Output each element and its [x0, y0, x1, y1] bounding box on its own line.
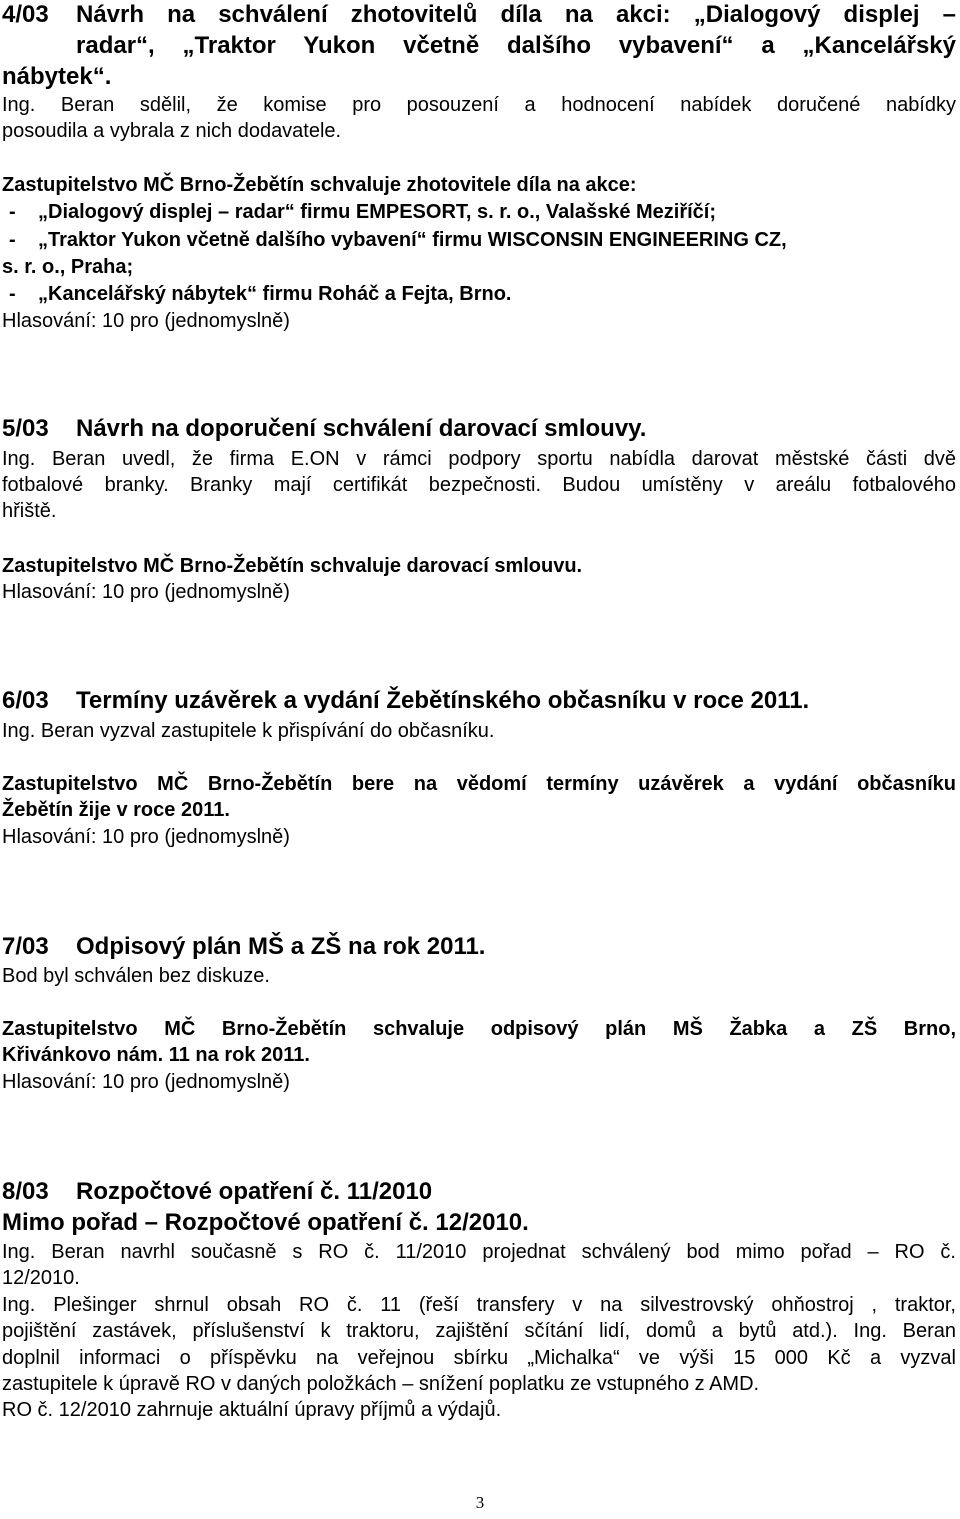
item-6-vote: Hlasování: 10 pro (jednomyslně) — [2, 826, 290, 848]
resolution-bullet: - „Kancelářský nábytek“ firmu Roháč a Fejta, Brno. — [9, 283, 512, 305]
item-7-resolution: Zastupitelstvo MČ Brno-Žebětín schvaluje odpisový plán MŠ Žabka a ZŠ Brno, — [2, 1018, 956, 1040]
item-number: 4/03 — [2, 1, 49, 28]
item-6-text: Ing. Beran vyzval zastupitele k přispívání do občasníku. — [2, 720, 495, 742]
item-6-resolution: Zastupitelstvo MČ Brno-Žebětín bere na vědomí termíny uzávěrek a vydání občasníku — [2, 773, 956, 795]
item-8-text: zastupitele k úpravě RO v daných položkách – snížení poplatku ze vstupného z AMD. — [2, 1373, 760, 1395]
item-5-resolution: Zastupitelstvo MČ Brno-Žebětín schvaluje darovací smlouvu. — [2, 555, 583, 577]
resolution-bullet: - „Traktor Yukon včetně dalšího vybavení“ firmu WISCONSIN ENGINEERING CZ, — [9, 229, 787, 251]
page-number: 3 — [475, 1493, 485, 1512]
item-8-subheading: Mimo pořad – Rozpočtové opatření č. 12/2010. — [2, 1209, 529, 1236]
item-4-vote: Hlasování: 10 pro (jednomyslně) — [2, 310, 290, 332]
item-title: Rozpočtové opatření č. 11/2010 — [76, 1178, 433, 1205]
item-4-heading-cont: radar“, „Traktor Yukon včetně dalšího vybavení“ a „Kancelářský — [76, 32, 956, 59]
item-5-vote: Hlasování: 10 pro (jednomyslně) — [2, 581, 290, 603]
item-7-vote: Hlasování: 10 pro (jednomyslně) — [2, 1071, 290, 1093]
item-6-resolution: Žebětín žije v roce 2011. — [2, 799, 230, 821]
item-8-heading — [2, 1177, 956, 1207]
item-title: Odpisový plán MŠ a ZŠ na rok 2011. — [76, 933, 486, 960]
item-8-text: Ing. Beran navrhl současně s RO č. 11/2010 projednat schválený bod mimo pořad – RO č. — [2, 1241, 956, 1263]
resolution-bullet: - „Dialogový displej – radar“ firmu EMPESORT, s. r. o., Valašské Meziříčí; — [9, 201, 717, 223]
item-number: 7/03 — [2, 933, 49, 960]
item-number: 8/03 — [2, 1178, 49, 1205]
resolution-bullet-cont: s. r. o., Praha; — [2, 256, 134, 278]
item-8-text: doplnil informaci o příspěvku na veřejnou sbírku „Michalka“ ve výši 15 000 Kč a vyzval — [2, 1347, 956, 1369]
item-5-text: fotbalové branky. Branky mají certifikát bezpečnosti. Budou umístěny v areálu fotbalového — [2, 474, 956, 496]
item-5-text: hřiště. — [2, 500, 57, 522]
item-title: Termíny uzávěrek a vydání Žebětínského občasníku v roce 2011. — [76, 687, 810, 714]
item-4-resolution: Zastupitelstvo MČ Brno-Žebětín schvaluje zhotovitele díla na akce: — [2, 174, 637, 196]
item-6-heading — [2, 686, 956, 716]
item-title: Návrh na schválení zhotovitelů díla na akci: „Dialogový displej – — [76, 1, 956, 28]
item-number: 5/03 — [2, 415, 49, 442]
item-4-heading-cont: nábytek“. — [2, 63, 112, 90]
item-5-heading — [2, 414, 956, 444]
item-7-heading — [2, 932, 956, 962]
item-8-text: Ing. Plešinger shrnul obsah RO č. 11 (řeší transfery v na silvestrovský ohňostroj , traktor, — [2, 1294, 956, 1316]
item-4-heading — [2, 0, 956, 30]
item-title: Návrh na doporučení schválení darovací smlouvy. — [76, 415, 647, 442]
item-4-text: Ing. Beran sdělil, že komise pro posouzení a hodnocení nabídek doručené nabídky — [2, 94, 956, 116]
item-8-text: 12/2010. — [2, 1267, 80, 1289]
item-7-text: Bod byl schválen bez diskuze. — [2, 965, 270, 987]
item-8-text: pojištění zastávek, příslušenství k traktoru, zajištění sčítání lidí, domů a bytů atd.). Ing. Beran — [2, 1320, 956, 1342]
item-4-text: posoudila a vybrala z nich dodavatele. — [2, 120, 342, 142]
item-5-text: Ing. Beran uvedl, že firma E.ON v rámci podpory sportu nabídla darovat městské části dvě — [2, 448, 956, 470]
item-7-resolution: Křivánkovo nám. 11 na rok 2011. — [2, 1044, 310, 1066]
item-8-text: RO č. 12/2010 zahrnuje aktuální úpravy příjmů a výdajů. — [2, 1399, 502, 1421]
item-number: 6/03 — [2, 687, 49, 714]
